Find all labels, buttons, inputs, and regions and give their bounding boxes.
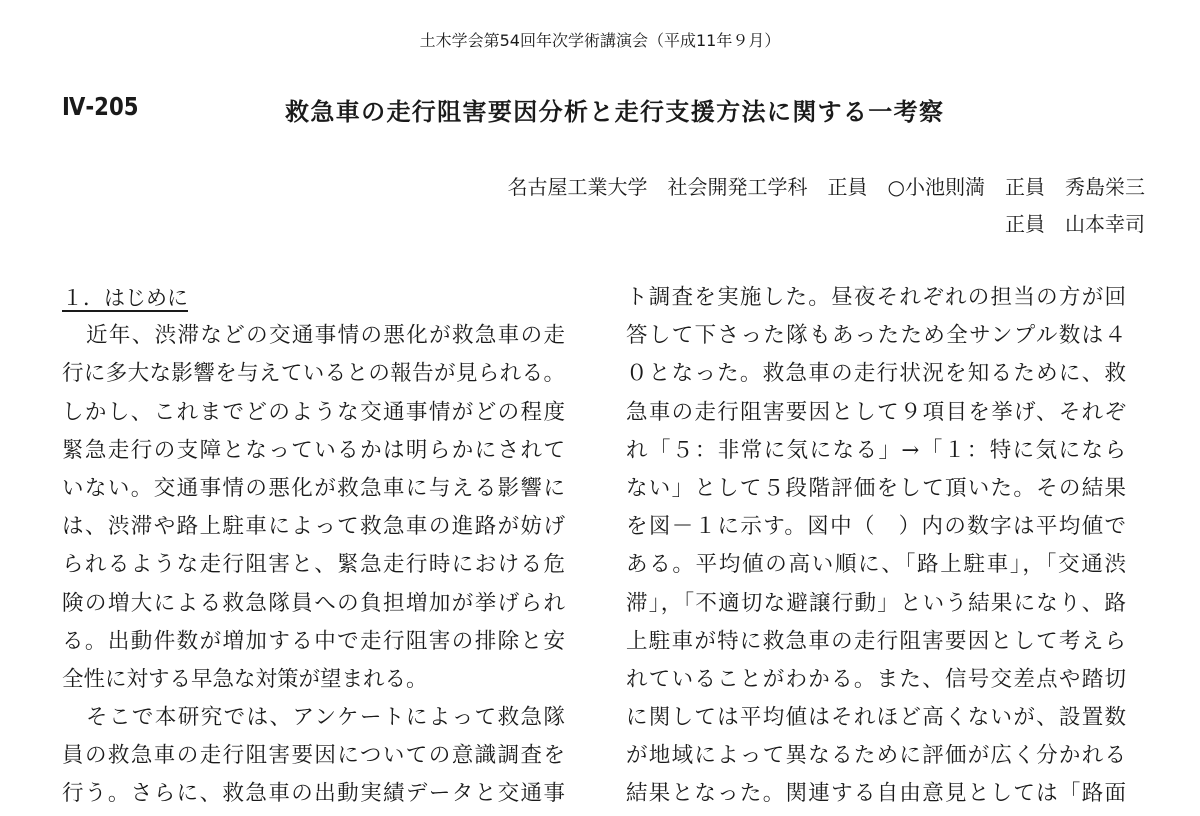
text-line: る。出動件数が増加する中で走行阻害の排除と安 xyxy=(62,628,565,654)
text-line: 行う。さらに、救急車の出動実績データと交通事 xyxy=(62,781,565,807)
text-line: は、渋滞や路上駐車によって救急車の進路が妨げ xyxy=(62,514,565,540)
text-line: 答して下さった隊もあったため全サンプル数は４ xyxy=(626,323,1126,349)
text-line: そこで本研究では、アンケートによって救急隊 xyxy=(86,705,565,731)
paper-number: Ⅳ-205 xyxy=(62,92,139,121)
author-line: 名古屋工業大学 社会開発工学科 正員 ○小池則満 正員 秀島栄三 xyxy=(507,175,1145,199)
text-line: られるような走行阻害と、緊急走行時における危 xyxy=(62,552,565,578)
text-line: ある。平均値の高い順に、「路上駐車」，「交通渋 xyxy=(626,552,1126,578)
text-line: ０となった。救急車の走行状況を知るために、救 xyxy=(626,361,1126,387)
text-line: 員の救急車の走行阻害要因についての意識調査を xyxy=(62,743,565,769)
author-line: 正員 山本幸司 xyxy=(1005,212,1145,236)
text-line: しかし、これまでどのような交通事情がどの程度 xyxy=(62,399,565,425)
text-line: 滞」，「不適切な避譲行動」という結果になり、路 xyxy=(626,590,1126,616)
right-column xyxy=(626,281,1126,816)
text-line: 全性に対する早急な対策が望まれる。 xyxy=(62,666,428,692)
conference-header: 土木学会第54回年次学術講演会（平成11年９月） xyxy=(419,31,781,50)
text-line: 近年、渋滞などの交通事情の悪化が救急車の走 xyxy=(86,323,565,349)
section-heading: １．はじめに xyxy=(62,286,188,310)
text-line: れていることがわかる。また、信号交差点や踏切 xyxy=(626,666,1126,692)
text-line: が地域によって異なるために評価が広く分かれる xyxy=(626,743,1126,769)
left-column xyxy=(62,281,565,816)
text-line: いない。交通事情の悪化が救急車に与える影響に xyxy=(62,475,565,501)
text-line: 緊急走行の支障となっているかは明らかにされて xyxy=(62,437,565,463)
paper-title: 救急車の走行阻害要因分析と走行支援方法に関する一考察 xyxy=(285,98,943,126)
text-line: 結果となった。関連する自由意見としては「路面 xyxy=(626,781,1126,807)
text-line: 急車の走行阻害要因として９項目を挙げ、それぞ xyxy=(626,399,1126,425)
text-line: 上駐車が特に救急車の走行阻害要因として考えら xyxy=(626,628,1126,654)
text-line: ト調査を実施した。昼夜それぞれの担当の方が回 xyxy=(626,285,1126,310)
text-line: 険の増大による救急隊員への負担増加が挙げられ xyxy=(62,590,565,616)
text-line: を図－１に示す。図中（ ）内の数字は平均値で xyxy=(626,514,1126,540)
text-line: に関しては平均値はそれほど高くないが、設置数 xyxy=(626,705,1126,731)
text-line: 行に多大な影響を与えているとの報告が見られる。 xyxy=(62,361,565,387)
text-line: れ「５：非常に気になる」→「１：特に気になら xyxy=(626,437,1126,463)
text-line: ない」として５段階評価をして頂いた。その結果 xyxy=(626,475,1126,501)
